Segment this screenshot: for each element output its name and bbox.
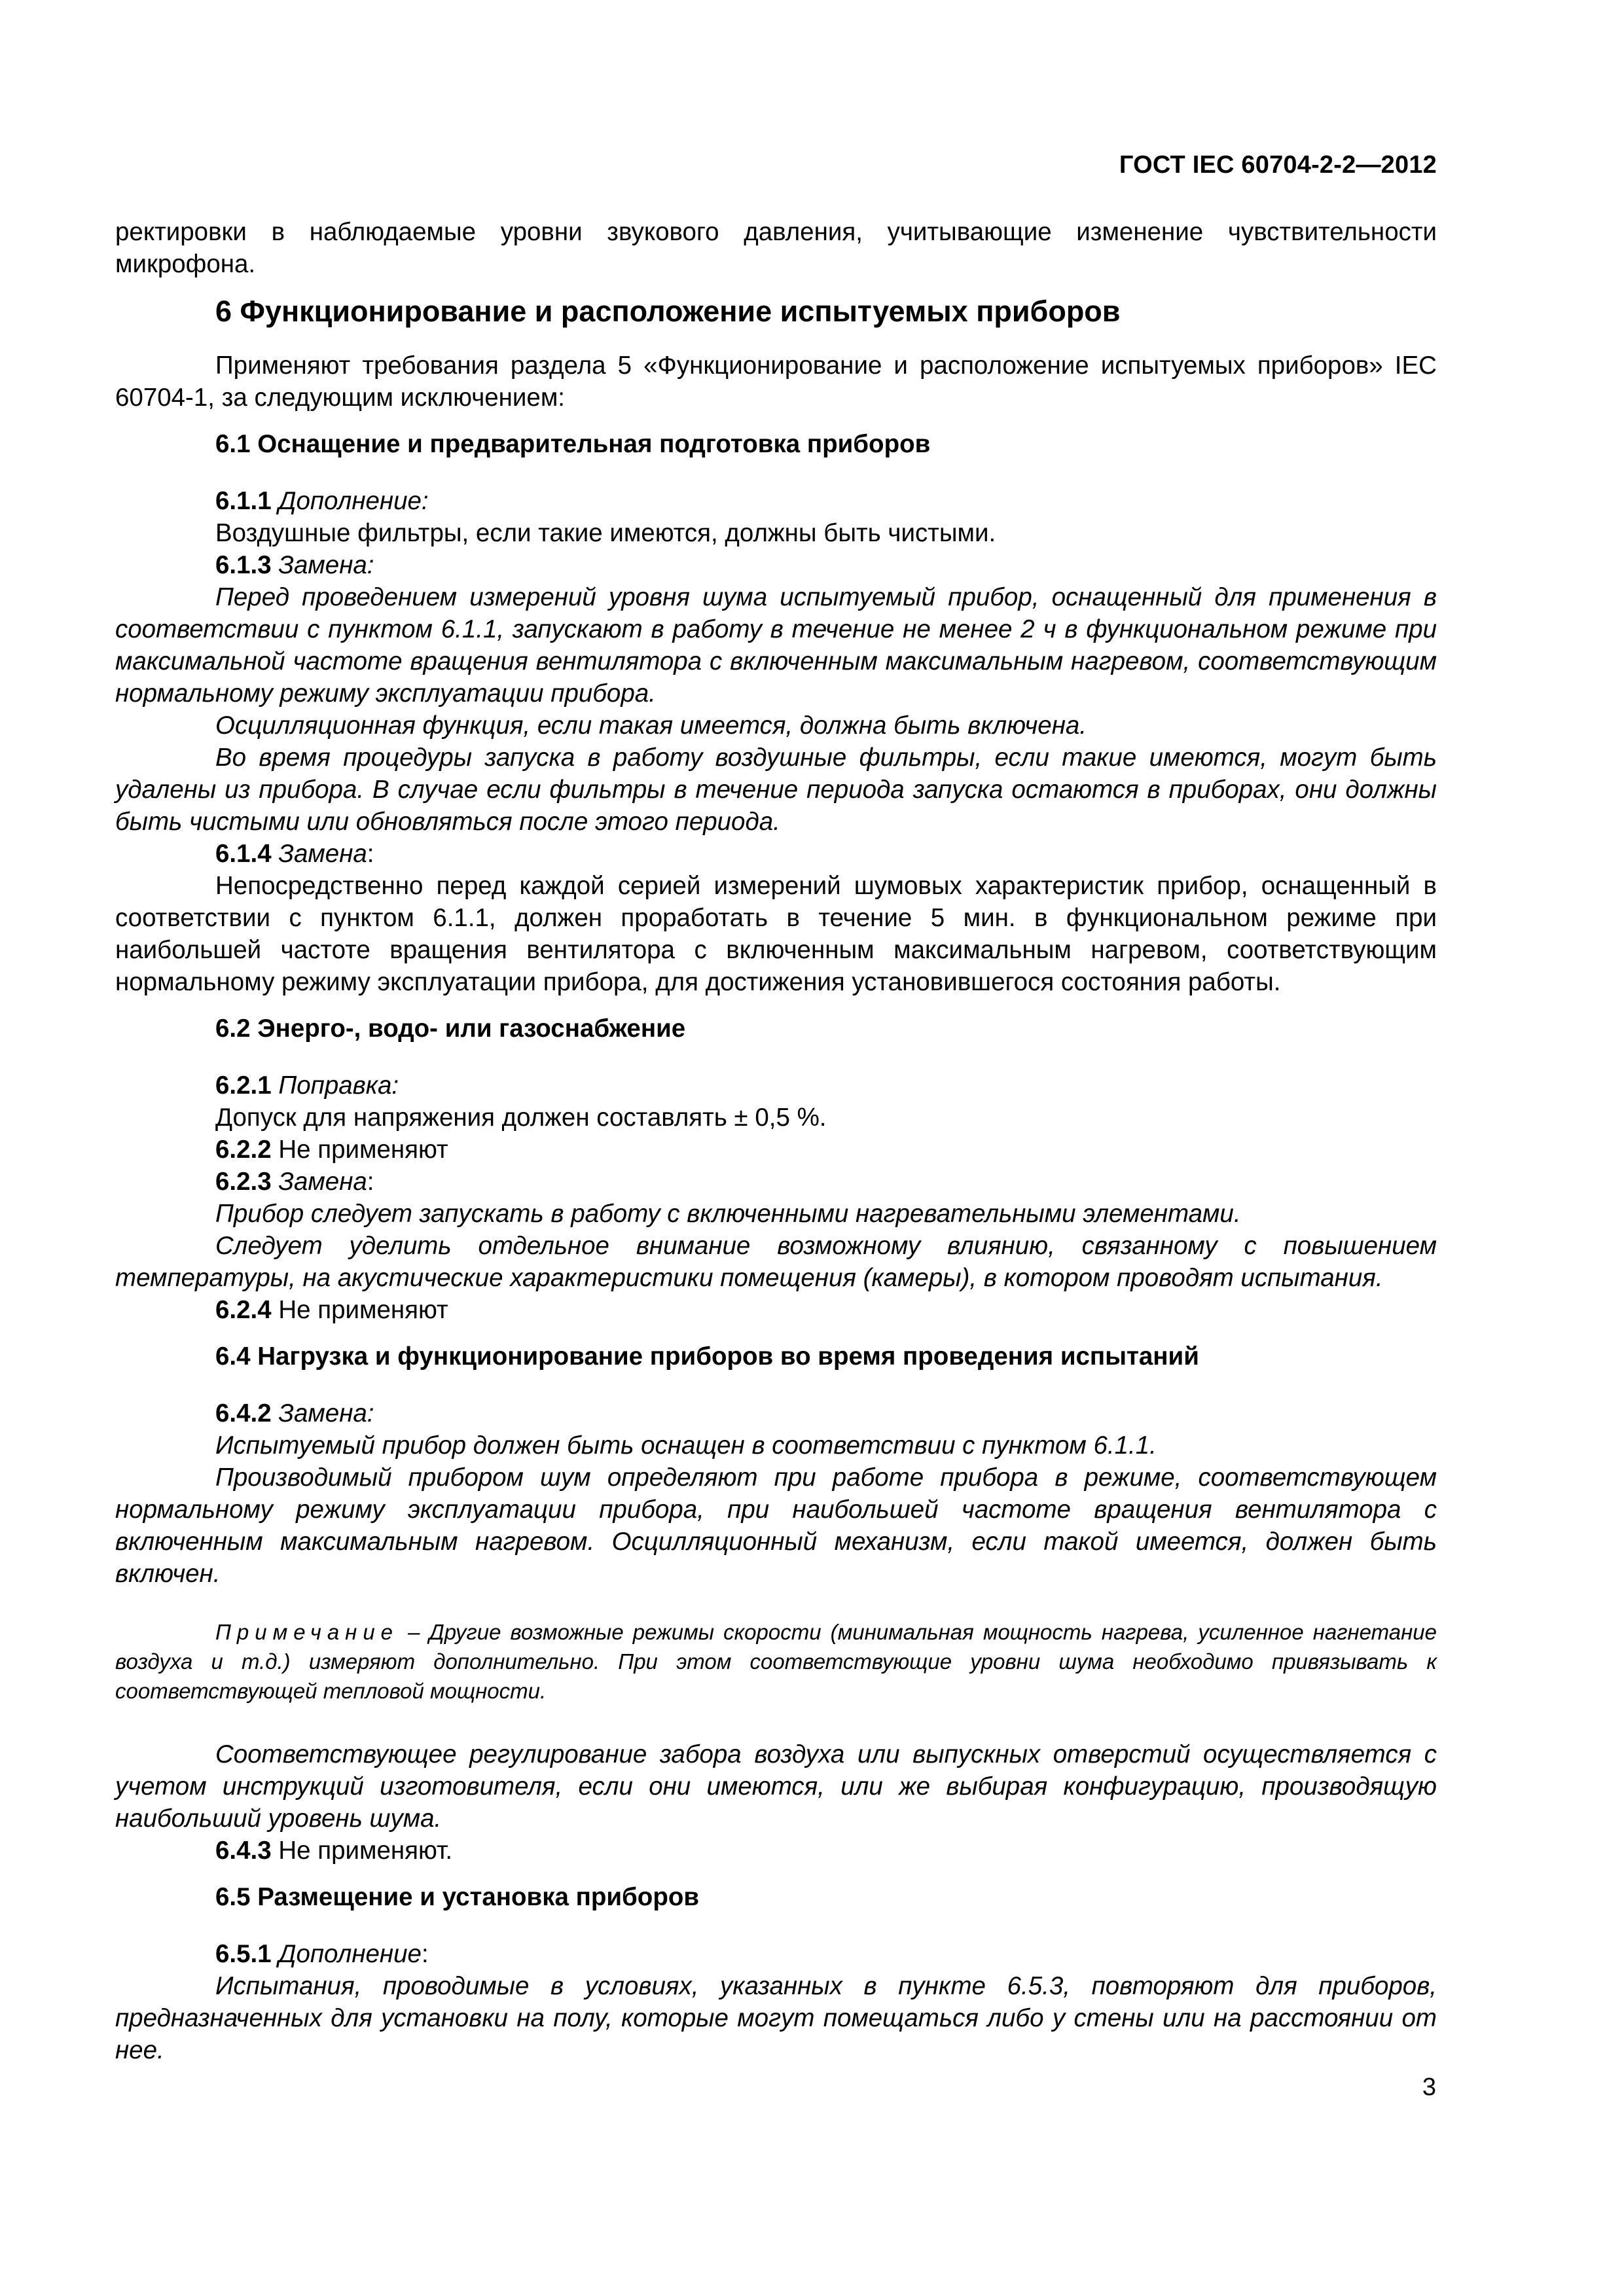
clause-type: Поправка: <box>278 1071 399 1100</box>
section-6-1-title: 6.1 Оснащение и предварительная подготовка приборов <box>215 430 931 458</box>
clause-6-2-1-text: Допуск для напряжения должен составлять ± 0,5 %. <box>215 1103 827 1132</box>
clause-number: 6.1.3 <box>215 551 272 579</box>
clause-colon: : <box>421 1940 429 1968</box>
clause-number: 6.1.1 <box>215 487 272 515</box>
clause-number: 6.2.4 <box>215 1296 272 1324</box>
clause-6-4-2-p1: Испытуемый прибор должен быть оснащен в соответствии с пунктом 6.1.1. <box>215 1431 1157 1460</box>
clause-number: 6.2.2 <box>215 1136 272 1164</box>
clause-6-1-1-text: Воздушные фильтры, если такие имеются, должны быть чистыми. <box>215 519 996 547</box>
clause-number: 6.2.3 <box>215 1168 272 1196</box>
document-code-header: ГОСТ IEC 60704-2-2—2012 <box>1119 151 1437 179</box>
page-number: 3 <box>1422 2073 1436 2101</box>
clause-6-5-1-p1: Испытания, проводимые в условиях, указанных в пункте 6.5.3, повторяют для приборов, предназначенных для установки на полу, которые могут помещаться либо у стены или на расстоянии от нее. <box>115 1972 1437 2064</box>
clause-6-4-2-p3: Соответствующее регулирование забора воздуха или выпускных отверстий осуществляется с учетом инструкций изготовителя, если они имеются, или же выбирая конфигурацию, производящую наибольший уровень шума. <box>115 1740 1437 1833</box>
clause-colon: : <box>367 840 374 868</box>
clause-number: 6.4.2 <box>215 1399 272 1427</box>
section-6-text: Применяют требования раздела 5 «Функционирование и расположение испытуемых приборов» IEC 60704-1, за следующим исключением: <box>115 351 1437 412</box>
clause-text: Не применяют <box>278 1296 448 1324</box>
section-6-5-title: 6.5 Размещение и установка приборов <box>215 1883 700 1911</box>
clause-6-5-1 <box>115 1938 1437 1970</box>
note-text: – Другие возможные режимы скорости (минимальная мощность нагрева, усиленное нагнетание воздуха и т.д.) измеряют дополнительно. При этом соответствующие уровни шума необходимо привязывать к соответствующей тепловой мощности. <box>115 1620 1437 1703</box>
clause-text: Не применяют <box>278 1136 448 1164</box>
section-6-4-title: 6.4 Нагрузка и функционирование приборов во время проведения испытаний <box>215 1342 1199 1371</box>
clause-6-2-3 <box>115 1166 1437 1198</box>
clause-6-1-3-p3: Во время процедуры запуска в работу воздушные фильтры, если такие имеются, могут быть удалены из прибора. В случае если фильтры в течение периода запуска остаются в приборах, они должны быть чистыми или обновляться после этого периода. <box>115 744 1437 836</box>
note-label: Примечание <box>215 1620 399 1644</box>
clause-number: 6.1.4 <box>215 840 272 868</box>
clause-6-2-4 <box>115 1294 1437 1326</box>
clause-type: Замена <box>278 840 367 868</box>
clause-6-1-3 <box>115 549 1437 581</box>
clause-type: Замена: <box>278 1399 374 1427</box>
clause-text: Не применяют. <box>278 1837 453 1865</box>
clause-6-4-2 <box>115 1397 1437 1429</box>
clause-type: Дополнение <box>278 1940 422 1968</box>
section-6-2-title: 6.2 Энерго-, водо- или газоснабжение <box>215 1014 686 1043</box>
clause-6-1-1 <box>115 485 1437 517</box>
intro-paragraph: ректировки в наблюдаемые уровни звукового давления, учитывающие изменение чувствительности микрофона. <box>115 218 1437 278</box>
clause-6-1-4 <box>115 838 1437 870</box>
clause-number: 6.5.1 <box>215 1940 272 1968</box>
clause-6-2-3-p2: Следует уделить отдельное внимание возможному влиянию, связанному с повышением температуры, на акустические характеристики помещения (камеры), в котором проводят испытания. <box>115 1232 1437 1292</box>
clause-type: Замена <box>278 1168 367 1196</box>
clause-number: 6.4.3 <box>215 1837 272 1865</box>
document-body <box>115 216 1437 2066</box>
clause-6-2-1 <box>115 1069 1437 1102</box>
clause-6-2-2 <box>115 1134 1437 1166</box>
note <box>115 1617 1437 1706</box>
clause-type: Дополнение: <box>278 487 429 515</box>
clause-6-4-3 <box>115 1835 1437 1867</box>
section-6-title: 6 Функционирование и расположение испытуемых приборов <box>215 295 1121 328</box>
clause-type: Замена: <box>278 551 374 579</box>
clause-6-4-2-p2: Производимый прибором шум определяют при работе прибора в режиме, соответствующем нормальному режиму эксплуатации прибора, при наибольшей частоте вращения вентилятора с включенным максимальным нагревом. Осцилляционный механизм, если такой имеется, должен быть включен. <box>115 1463 1437 1588</box>
clause-6-2-3-p1: Прибор следует запускать в работу с включенными нагревательными элементами. <box>215 1200 1241 1228</box>
clause-6-1-4-text: Непосредственно перед каждой серией измерений шумовых характеристик прибор, оснащенный в соответствии с пунктом 6.1.1, должен проработать в течение 5 мин. в функциональном режиме при наибольшей частоте вращения вентилятора с включенным максимальным нагревом, соответствующим нормальному режиму эксплуатации прибора, для достижения установившегося состояния работы. <box>115 872 1437 996</box>
clause-colon: : <box>367 1168 374 1196</box>
clause-6-1-3-p2: Осцилляционная функция, если такая имеется, должна быть включена. <box>215 711 1087 740</box>
clause-6-1-3-p1: Перед проведением измерений уровня шума испытуемый прибор, оснащенный для применения в соответствии с пунктом 6.1.1, запускают в работу в течение не менее 2 ч в функциональном режиме при максимальной частоте вращения вентилятора с включенным максимальным нагревом, соответствующим нормальному режиму эксплуатации прибора. <box>115 583 1437 708</box>
clause-number: 6.2.1 <box>215 1071 272 1100</box>
